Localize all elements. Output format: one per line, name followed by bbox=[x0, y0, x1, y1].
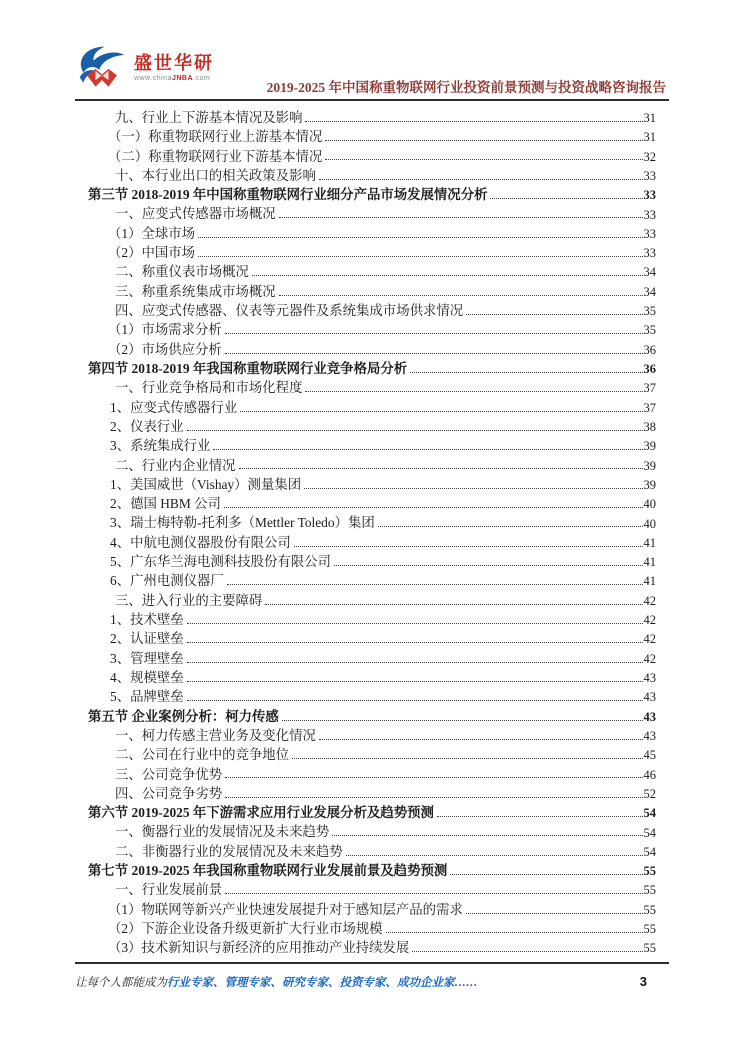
toc-entry-page: 42 bbox=[643, 651, 656, 666]
toc-entry-page: 36 bbox=[643, 342, 656, 357]
toc-dot-leader bbox=[466, 314, 642, 315]
toc-dot-leader bbox=[213, 449, 642, 450]
toc-dot-leader bbox=[187, 662, 643, 663]
toc-entry-title: 三、称重系统集成市场概况 bbox=[115, 283, 276, 299]
toc-entry-page: 35 bbox=[643, 323, 656, 338]
toc-dot-leader bbox=[325, 140, 642, 141]
toc-entry-page: 33 bbox=[643, 188, 656, 203]
toc-entry-title: 四、公司竞争劣势 bbox=[115, 785, 223, 801]
toc-entry-page: 34 bbox=[643, 284, 656, 299]
toc-entry[interactable] bbox=[88, 415, 656, 434]
toc-entry-title: 三、进入行业的主要障碍 bbox=[115, 592, 263, 608]
toc-entry-title: 2、仪表行业 bbox=[110, 418, 184, 434]
toc-dot-leader bbox=[437, 816, 643, 817]
report-title: 2019-2025 年中国称重物联网行业投资前景预测与投资战略咨询报告 bbox=[266, 80, 666, 95]
toc-entry-title: （1）物联网等新兴产业快速发展提升对于感知层产品的需求 bbox=[108, 901, 463, 917]
toc-entry-title: 二、公司在行业中的竞争地位 bbox=[115, 747, 290, 763]
toc-dot-leader bbox=[187, 681, 643, 682]
toc-entry-page: 43 bbox=[643, 690, 656, 705]
toc-dot-leader bbox=[294, 546, 643, 547]
toc-entry-title: 一、行业发展前景 bbox=[115, 882, 223, 898]
toc-dot-leader bbox=[332, 835, 642, 836]
toc-dot-leader bbox=[225, 893, 642, 894]
toc-entry[interactable] bbox=[88, 570, 656, 589]
page-footer bbox=[75, 974, 669, 990]
toc-entry-title: 三、公司竞争优势 bbox=[115, 766, 223, 782]
toc-entry-title: 2、德国 HBM 公司 bbox=[110, 496, 221, 512]
toc-entry[interactable] bbox=[88, 241, 656, 260]
toc-entry[interactable] bbox=[88, 106, 656, 125]
toc-dot-leader bbox=[225, 333, 643, 334]
toc-entry[interactable] bbox=[88, 840, 656, 859]
toc-entry[interactable] bbox=[88, 531, 656, 550]
toc-entry-page: 54 bbox=[643, 825, 656, 840]
header-divider bbox=[75, 99, 669, 101]
toc-dot-leader bbox=[305, 391, 642, 392]
toc-dot-leader bbox=[252, 275, 643, 276]
toc-entry-page: 33 bbox=[643, 168, 656, 183]
toc-entry[interactable] bbox=[88, 222, 656, 241]
toc-entry-title: 1、应变式传感器行业 bbox=[110, 399, 238, 415]
toc-entry[interactable] bbox=[88, 338, 656, 357]
toc-entry[interactable] bbox=[88, 261, 656, 280]
toc-entry-title: 一、行业竞争格局和市场化程度 bbox=[115, 380, 303, 396]
toc-entry[interactable] bbox=[88, 879, 656, 898]
toc-entry-title: 二、行业内企业情况 bbox=[115, 457, 236, 473]
toc-entry[interactable] bbox=[88, 473, 656, 492]
toc-dot-leader bbox=[325, 159, 642, 160]
toc-dot-leader bbox=[227, 584, 643, 585]
toc-entry-page: 45 bbox=[643, 748, 656, 763]
toc-entry[interactable] bbox=[88, 859, 656, 878]
toc-entry[interactable] bbox=[88, 318, 656, 337]
toc-dot-leader bbox=[305, 121, 642, 122]
toc-entry-page: 33 bbox=[643, 246, 656, 261]
toc-entry[interactable] bbox=[88, 299, 656, 318]
toc-entry-page: 41 bbox=[643, 555, 656, 570]
toc-entry-title: （1）市场需求分析 bbox=[108, 322, 222, 338]
toc-entry-page: 31 bbox=[643, 130, 656, 145]
toc-entry-title: 一、柯力传感主营业务及变化情况 bbox=[115, 727, 316, 743]
toc-entry-title: （2）中国市场 bbox=[108, 245, 196, 261]
toc-entry-page: 37 bbox=[643, 400, 656, 415]
toc-entry[interactable] bbox=[88, 936, 656, 955]
toc-dot-leader bbox=[279, 217, 643, 218]
toc-dot-leader bbox=[490, 198, 642, 199]
toc-entry-page: 42 bbox=[643, 632, 656, 647]
toc-entry[interactable] bbox=[88, 454, 656, 473]
toc-dot-leader bbox=[334, 565, 643, 566]
toc-dot-leader bbox=[225, 353, 643, 354]
toc-entry-title: 二、称重仪表市场概况 bbox=[115, 264, 249, 280]
toc-entry-page: 55 bbox=[643, 883, 656, 898]
toc-dot-leader bbox=[378, 526, 643, 527]
toc-entry-title: 2、认证壁垒 bbox=[110, 631, 184, 647]
toc-entry-title: 1、美国威世（Vishay）测量集团 bbox=[110, 476, 302, 492]
toc-entry-page: 43 bbox=[643, 728, 656, 743]
brand-name: 盛世华研 bbox=[134, 53, 214, 73]
toc-entry-page: 35 bbox=[643, 304, 656, 319]
toc-dot-leader bbox=[187, 700, 643, 701]
toc-entry[interactable] bbox=[88, 376, 656, 395]
toc-entry[interactable] bbox=[88, 280, 656, 299]
toc-entry-page: 39 bbox=[643, 477, 656, 492]
toc-dot-leader bbox=[265, 604, 642, 605]
toc-dot-leader bbox=[225, 777, 642, 778]
toc-entry[interactable] bbox=[88, 164, 656, 183]
toc-entry-page: 55 bbox=[643, 864, 656, 879]
toc-dot-leader bbox=[224, 507, 643, 508]
toc-entry-page: 34 bbox=[643, 265, 656, 280]
toc-dot-leader bbox=[187, 642, 643, 643]
toc-entry-page: 55 bbox=[643, 941, 656, 956]
toc-entry-title: 第四节 2018-2019 年我国称重物联网行业竞争格局分析 bbox=[88, 360, 408, 376]
toc-entry-title: （1）全球市场 bbox=[108, 225, 196, 241]
toc-dot-leader bbox=[187, 623, 643, 624]
toc-entry-title: 十、本行业出口的相关政策及影响 bbox=[115, 167, 316, 183]
toc-entry[interactable] bbox=[88, 705, 656, 724]
toc-entry-title: 九、行业上下游基本情况及影响 bbox=[115, 109, 303, 125]
toc-entry-page: 37 bbox=[643, 381, 656, 396]
toc-entry-page: 39 bbox=[643, 439, 656, 454]
toc-entry-title: 1、技术壁垒 bbox=[110, 612, 184, 628]
toc-dot-leader bbox=[450, 874, 642, 875]
toc-entry[interactable] bbox=[88, 763, 656, 782]
toc-dot-leader bbox=[346, 855, 643, 856]
toc-entry-title: 四、应变式传感器、仪表等元器件及系统集成市场供求情况 bbox=[115, 303, 464, 319]
footer-tagline: 让每个人都能成为行业专家、管理专家、研究专家、投资专家、成功企业家…… bbox=[75, 977, 478, 989]
toc-dot-leader bbox=[198, 256, 642, 257]
toc-entry[interactable] bbox=[88, 647, 656, 666]
toc-dot-leader bbox=[279, 295, 643, 296]
brand-logo-icon bbox=[74, 42, 130, 94]
toc-entry-page: 52 bbox=[643, 786, 656, 801]
toc-entry-page: 40 bbox=[643, 516, 656, 531]
toc-entry-page: 31 bbox=[643, 110, 656, 125]
toc-entry[interactable] bbox=[88, 357, 656, 376]
toc-entry[interactable] bbox=[88, 492, 656, 511]
toc-entry-page: 54 bbox=[643, 806, 656, 821]
toc-dot-leader bbox=[282, 720, 643, 721]
toc-entry[interactable] bbox=[88, 434, 656, 453]
toc-entry[interactable] bbox=[88, 512, 656, 531]
toc-dot-leader bbox=[225, 797, 642, 798]
toc-entry[interactable] bbox=[88, 550, 656, 569]
toc-dot-leader bbox=[240, 411, 642, 412]
toc-entry-page: 43 bbox=[643, 671, 656, 685]
toc-dot-leader bbox=[466, 913, 643, 914]
toc-entry-title: 5、广东华兰海电测科技股份有限公司 bbox=[110, 554, 331, 570]
toc-entry-page: 46 bbox=[643, 767, 656, 782]
toc-dot-leader bbox=[304, 488, 642, 489]
toc-entry[interactable] bbox=[88, 898, 656, 917]
toc-entry-title: （二）称重物联网行业下游基本情况 bbox=[108, 148, 323, 164]
toc-dot-leader bbox=[187, 430, 643, 431]
toc-entry-page: 55 bbox=[643, 922, 656, 937]
toc-entry-title: （3）技术新知识与新经济的应用推动产业持续发展 bbox=[108, 940, 410, 956]
toc-entry-page: 38 bbox=[643, 419, 656, 434]
table-of-contents bbox=[88, 106, 656, 956]
toc-entry[interactable] bbox=[88, 782, 656, 801]
toc-dot-leader bbox=[239, 468, 643, 469]
toc-entry-page: 41 bbox=[643, 574, 656, 589]
toc-entry-title: 3、管理壁垒 bbox=[110, 650, 184, 666]
page-number: 3 bbox=[639, 974, 647, 989]
toc-entry[interactable] bbox=[88, 666, 656, 685]
toc-entry[interactable] bbox=[88, 145, 656, 164]
toc-entry-page: 55 bbox=[643, 902, 656, 917]
toc-entry-title: 4、规模壁垒 bbox=[110, 669, 184, 685]
toc-entry-title: 第五节 企业案例分析：柯力传感 bbox=[88, 708, 279, 724]
toc-entry[interactable] bbox=[88, 743, 656, 762]
toc-entry-page: 42 bbox=[643, 613, 656, 628]
toc-entry-title: 第七节 2019-2025 年我国称重物联网行业发展前景及趋势预测 bbox=[88, 863, 448, 879]
toc-entry-title: 4、中航电测仪器股份有限公司 bbox=[110, 534, 291, 550]
toc-entry-title: 二、非衡器行业的发展情况及未来趋势 bbox=[115, 843, 343, 859]
toc-entry[interactable] bbox=[88, 183, 656, 202]
toc-entry-page: 33 bbox=[643, 226, 656, 241]
toc-entry-page: 54 bbox=[643, 844, 656, 859]
toc-dot-leader bbox=[410, 372, 642, 373]
toc-entry-title: （2）下游企业设备升级更新扩大行业市场规模 bbox=[108, 921, 383, 937]
toc-entry-title: 第三节 2018-2019 年中国称重物联网行业细分产品市场发展情况分析 bbox=[88, 187, 488, 203]
toc-entry[interactable] bbox=[88, 125, 656, 144]
company-logo bbox=[74, 42, 214, 94]
toc-entry[interactable] bbox=[88, 203, 656, 222]
toc-entry-page: 39 bbox=[643, 458, 656, 473]
toc-entry-page: 40 bbox=[643, 497, 656, 512]
toc-entry[interactable] bbox=[88, 917, 656, 936]
toc-entry-title: 3、系统集成行业 bbox=[110, 438, 211, 454]
toc-entry-page: 43 bbox=[643, 709, 656, 724]
toc-entry-page: 41 bbox=[643, 535, 656, 550]
toc-entry[interactable] bbox=[88, 821, 656, 840]
toc-entry[interactable] bbox=[88, 724, 656, 743]
toc-entry-title: 6、广州电测仪器厂 bbox=[110, 573, 224, 589]
toc-entry-title: 5、品牌壁垒 bbox=[110, 689, 184, 705]
toc-dot-leader bbox=[386, 932, 643, 933]
toc-dot-leader bbox=[292, 758, 642, 759]
toc-entry-page: 33 bbox=[643, 207, 656, 222]
toc-entry-page: 32 bbox=[643, 149, 656, 164]
toc-entry[interactable] bbox=[88, 608, 656, 627]
toc-entry-page: 42 bbox=[643, 593, 656, 608]
toc-dot-leader bbox=[319, 179, 643, 180]
toc-entry-title: 一、衡器行业的发展情况及未来趋势 bbox=[115, 824, 330, 840]
brand-website: www.chinaJNBA.com bbox=[134, 75, 211, 82]
toc-entry[interactable] bbox=[88, 801, 656, 820]
toc-entry-title: （2）市场供应分析 bbox=[108, 341, 222, 357]
footer-divider bbox=[75, 962, 669, 964]
toc-entry[interactable] bbox=[88, 396, 656, 415]
toc-entry-title: （一）称重物联网行业上游基本情况 bbox=[108, 129, 323, 145]
toc-entry[interactable] bbox=[88, 685, 656, 704]
toc-dot-leader bbox=[319, 739, 643, 740]
toc-entry-title: 第六节 2019-2025 年下游需求应用行业发展分析及趋势预测 bbox=[88, 805, 434, 821]
toc-entry[interactable] bbox=[88, 589, 656, 608]
toc-dot-leader bbox=[412, 951, 642, 952]
toc-entry-page: 36 bbox=[643, 362, 656, 376]
toc-entry[interactable] bbox=[88, 627, 656, 646]
toc-entry-title: 一、应变式传感器市场概况 bbox=[115, 206, 276, 222]
toc-entry-title: 3、瑞士梅特勒-托利多（Mettler Toledo）集团 bbox=[110, 515, 375, 531]
toc-dot-leader bbox=[198, 237, 642, 238]
